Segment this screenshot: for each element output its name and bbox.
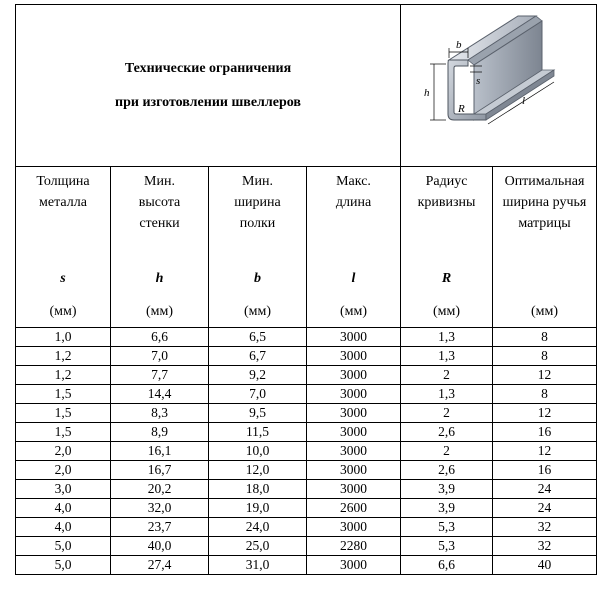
table-cell: 1,5: [16, 404, 111, 423]
table-cell: 12: [493, 442, 597, 461]
table-cell: 32: [493, 537, 597, 556]
table-row: [16, 461, 597, 480]
header-flange-width: [209, 167, 307, 328]
table-cell: 2,6: [401, 423, 493, 442]
table-cell: 16,1: [111, 442, 209, 461]
table-cell: 5,0: [16, 537, 111, 556]
table-cell: 2600: [307, 499, 401, 518]
table-row: [16, 366, 597, 385]
header-line: ширина: [234, 195, 281, 210]
table-cell: 1,2: [16, 366, 111, 385]
table-cell: 1,0: [16, 328, 111, 347]
table-row: [16, 404, 597, 423]
table-cell: 32,0: [111, 499, 209, 518]
table-cell: 2: [401, 404, 493, 423]
table-cell: 2: [401, 442, 493, 461]
dim-label-h: h: [423, 87, 429, 99]
header-line: ширина ручья: [502, 195, 587, 210]
table-cell: 3000: [307, 347, 401, 366]
header-symbol: s: [60, 271, 66, 286]
table-cell: 4,0: [16, 518, 111, 537]
table-cell: 23,7: [111, 518, 209, 537]
table-cell: 3000: [307, 518, 401, 537]
title-cell: [16, 5, 401, 167]
table-cell: 3,9: [401, 499, 493, 518]
header-symbol: l: [351, 271, 356, 286]
dim-label-b: b: [455, 39, 461, 51]
header-symbol: h: [155, 271, 164, 286]
table-cell: 3000: [307, 461, 401, 480]
table-cell: 16,7: [111, 461, 209, 480]
table-cell: 20,2: [111, 480, 209, 499]
header-max-length: [307, 167, 401, 328]
table-cell: 9,2: [209, 366, 307, 385]
table-cell: 1,3: [401, 328, 493, 347]
table-cell: 24: [493, 480, 597, 499]
table-cell: 3000: [307, 556, 401, 575]
header-line: полки: [239, 216, 276, 231]
data-rows: [16, 328, 597, 575]
table-cell: 7,0: [111, 347, 209, 366]
table-cell: 2,0: [16, 442, 111, 461]
table-cell: 9,5: [209, 404, 307, 423]
table-row: [16, 347, 597, 366]
title-line-1: Технические ограничения: [124, 60, 292, 76]
table-cell: 3000: [307, 385, 401, 404]
table-cell: 8: [493, 347, 597, 366]
table-row: [16, 499, 597, 518]
table-cell: 5,3: [401, 518, 493, 537]
header-line: Мин.: [242, 174, 273, 189]
header-web-height: [111, 167, 209, 328]
header-unit: (мм): [432, 304, 461, 319]
table-cell: 2: [401, 366, 493, 385]
table-cell: 6,7: [209, 347, 307, 366]
header-unit: (мм): [243, 304, 272, 319]
header-die-width: [493, 167, 597, 328]
table-cell: 16: [493, 461, 597, 480]
table-cell: 25,0: [209, 537, 307, 556]
title-row: [16, 5, 597, 167]
title-line-2: при изготовлении швеллеров: [115, 94, 301, 110]
table-cell: 40: [493, 556, 597, 575]
table-cell: 3000: [307, 366, 401, 385]
table-cell: 4,0: [16, 499, 111, 518]
table-cell: 12: [493, 404, 597, 423]
header-thickness: [16, 167, 111, 328]
table-cell: 8: [493, 385, 597, 404]
header-unit: (мм): [49, 304, 77, 319]
table-cell: 3000: [307, 442, 401, 461]
table-cell: 5,0: [16, 556, 111, 575]
channel-limits-table: [15, 4, 597, 575]
table-cell: 12,0: [209, 461, 307, 480]
channel-diagram: [404, 8, 594, 158]
channel-limits-sheet: [15, 4, 596, 574]
table-cell: 1,3: [401, 347, 493, 366]
table-row: [16, 556, 597, 575]
channel-diagram-cell: [401, 5, 597, 167]
table-cell: 2,6: [401, 461, 493, 480]
table-cell: 3000: [307, 423, 401, 442]
table-cell: 8,9: [111, 423, 209, 442]
table-cell: 31,0: [209, 556, 307, 575]
table-row: [16, 442, 597, 461]
dim-label-s: s: [475, 75, 480, 87]
table-cell: 12: [493, 366, 597, 385]
table-cell: 24: [493, 499, 597, 518]
header-unit: (мм): [145, 304, 174, 319]
table-row: [16, 518, 597, 537]
table-row: [16, 423, 597, 442]
header-symbol: R: [441, 271, 452, 286]
table-cell: 7,0: [209, 385, 307, 404]
table-cell: 3,9: [401, 480, 493, 499]
header-line: высота: [138, 195, 181, 210]
table-cell: 3000: [307, 480, 401, 499]
header-line: длина: [335, 195, 372, 210]
table-cell: 6,6: [111, 328, 209, 347]
header-symbol: b: [254, 271, 261, 286]
table-cell: 8: [493, 328, 597, 347]
table-cell: 2280: [307, 537, 401, 556]
table-row: [16, 480, 597, 499]
table-row: [16, 328, 597, 347]
table-cell: 1,3: [401, 385, 493, 404]
header-line: Радиус: [425, 174, 468, 189]
table-cell: 1,2: [16, 347, 111, 366]
table-cell: 19,0: [209, 499, 307, 518]
header-line: кривизны: [417, 195, 476, 210]
dim-label-r: R: [457, 103, 465, 115]
table-cell: 5,3: [401, 537, 493, 556]
table-cell: 27,4: [111, 556, 209, 575]
table-cell: 1,5: [16, 385, 111, 404]
table-cell: 18,0: [209, 480, 307, 499]
table-cell: 40,0: [111, 537, 209, 556]
table-cell: 24,0: [209, 518, 307, 537]
table-row: [16, 537, 597, 556]
table-cell: 3000: [307, 404, 401, 423]
table-cell: 7,7: [111, 366, 209, 385]
dim-label-l: l: [521, 95, 525, 107]
header-unit: (мм): [339, 304, 368, 319]
table-cell: 16: [493, 423, 597, 442]
table-cell: 3000: [307, 328, 401, 347]
table-cell: 2,0: [16, 461, 111, 480]
header-unit: (мм): [530, 304, 559, 319]
header-line: Оптимальная: [504, 174, 585, 189]
table-cell: 1,5: [16, 423, 111, 442]
table-cell: 10,0: [209, 442, 307, 461]
header-line: Толщина: [36, 174, 90, 189]
table-cell: 6,6: [401, 556, 493, 575]
header-row: [16, 167, 597, 328]
header-line: металла: [39, 195, 87, 210]
table-cell: 3,0: [16, 480, 111, 499]
table-cell: 11,5: [209, 423, 307, 442]
header-line: Мин.: [144, 174, 175, 189]
table-cell: 6,5: [209, 328, 307, 347]
table-cell: 8,3: [111, 404, 209, 423]
table-cell: 14,4: [111, 385, 209, 404]
header-line: Макс.: [336, 174, 371, 189]
header-radius: [401, 167, 493, 328]
header-line: стенки: [139, 216, 180, 231]
table-row: [16, 385, 597, 404]
header-line: матрицы: [518, 216, 571, 231]
table-cell: 32: [493, 518, 597, 537]
